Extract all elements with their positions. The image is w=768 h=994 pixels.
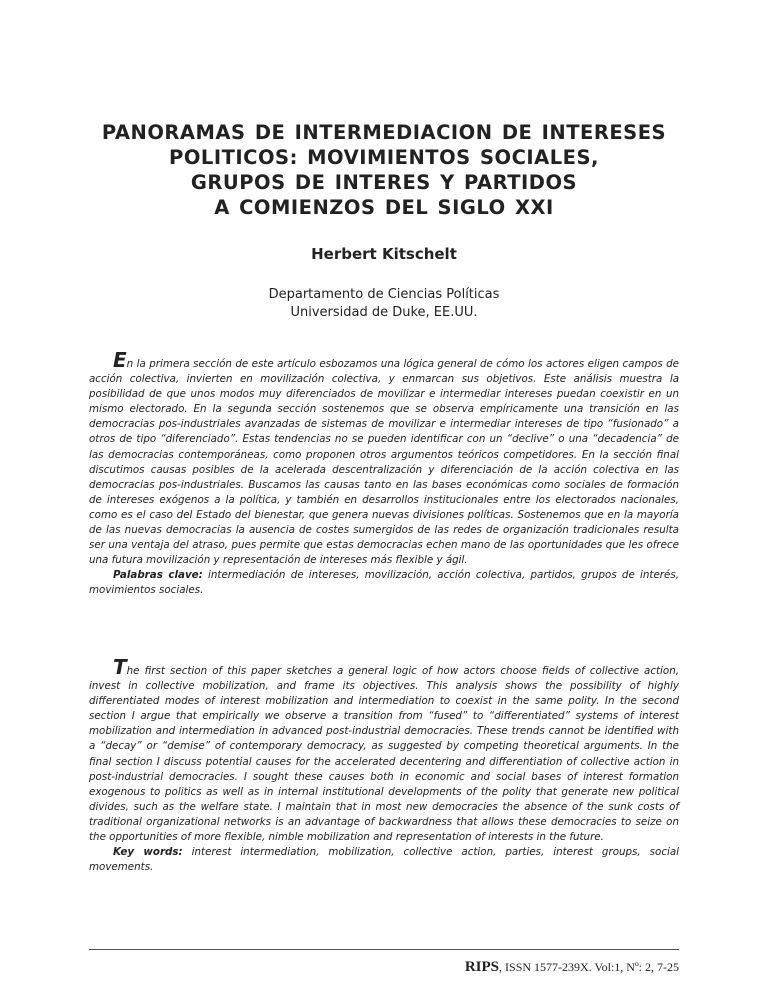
abstract-spanish xyxy=(89,348,679,599)
footer-divider xyxy=(89,949,679,950)
keywords-label: Key words: xyxy=(113,846,183,859)
affiliation-university: Universidad de Duke, EE.UU. xyxy=(290,305,478,320)
keywords-spanish xyxy=(89,568,679,598)
keywords-english xyxy=(89,845,679,875)
author-affiliation xyxy=(80,286,688,322)
abstract-english-text: he first section of this paper sketches a general logic of how actors choose fields of collective action, invest in collective mobilization, and frame its objectives. This analysis shows the possibility of highly differentiated modes of interest mobilization and intermediation to coexist in the same polity. In the second section I argue that empirically we observe a transition from “fused” to “differentiated” systems of interest mobilization and intermediation in advanced post-industrial democracies. These trends cannot be identified with a “decay” or “demise” of contemporary democracy, as suggested by competing theoretical arguments. In the final section I discuss potential causes for the accelerated decentering and differentiation of collective action in post-industrial democracies. I sought these causes both in economic and social bases of interest formation exogenous to politics as well as in internal institutional developments of the polity that generate new political divides, such as the welfare state. I maintain that in most new democracies the absence of the sunk costs of traditional organizational networks is an advantage of backwardness that allows these democracies to seize on the opportunities of more flexible, nimble mobilization and representation of interests in the future. xyxy=(89,665,679,844)
title-line: POLITICOS: MOVIMIENTOS SOCIALES, xyxy=(169,146,599,169)
affiliation-department: Departamento de Ciencias Políticas xyxy=(268,287,500,302)
abstract-english-body xyxy=(89,655,679,845)
drop-cap: T xyxy=(113,655,127,679)
keywords-label: Palabras clave: xyxy=(113,569,203,582)
citation-details: , ISSN 1577-239X. Vol:1, Nº: 2, 7-25 xyxy=(499,960,679,974)
article-title xyxy=(80,120,688,220)
title-line: GRUPOS DE INTERES Y PARTIDOS xyxy=(190,171,578,194)
abstract-english xyxy=(89,655,680,875)
title-line: PANORAMAS DE INTERMEDIACION DE INTERESES xyxy=(101,121,667,144)
abstract-spanish-text: n la primera sección de este artículo esbozamos una lógica general de cómo los actores eligen campos de acción colectiva, invierten en movilización colectiva, y enmarcan sus objetivos. Este análisis muestra la posibilidad de que unos modos muy diferenciados de movilizar e intermediar intereses puedan coexistir en un mismo electorado. En la segunda sección sostenemos que se observa empíricamente una transición en las democracias pos-industriales avanzadas de sistemas de movilizar e intermediar intereses de tipo “fusionado” a otros de tipo “diferenciado”. Estas tendencias no se pueden identificar con un “declive” o una “decadencia” de las democracias contemporáneas, como proponen otros argumentos teóricos competidores. En la sección final discutimos causas posibles de la acelerada descentralización y diferenciación de la acción colectiva en las democracias pos-industriales. Buscamos las causas tanto en las bases económicas como sociales de formación de intereses exógenos a la política, y también en desarrollos institucionales entre los electorados nacionales, como es el caso del Estado del bienestar, que genera nuevas divisiones políticas. Sostenemos que en la mayoría de las nuevas democracias la ausencia de costes sumergidos de las redes de organización tradicionales resulta ser una ventaja del atraso, pues permite que estas democracias echen mano de las oportunidades que les ofrece una futura movilización y representación de intereses más flexible y ágil. xyxy=(89,358,679,567)
drop-cap: E xyxy=(113,348,127,372)
journal-citation xyxy=(465,959,679,976)
keywords-text: interest intermediation, mobilization, collective action, parties, interest groups, social movements. xyxy=(89,846,680,874)
journal-name: RIPS xyxy=(464,959,500,975)
title-line: A COMIENZOS DEL SIGLO XXI xyxy=(214,196,554,219)
author-name: Herbert Kitschelt xyxy=(311,245,457,263)
abstract-spanish-body xyxy=(89,348,679,568)
keywords-text: intermediación de intereses, movilización, acción colectiva, partidos, grupos de interés, movimientos sociales. xyxy=(89,569,679,597)
